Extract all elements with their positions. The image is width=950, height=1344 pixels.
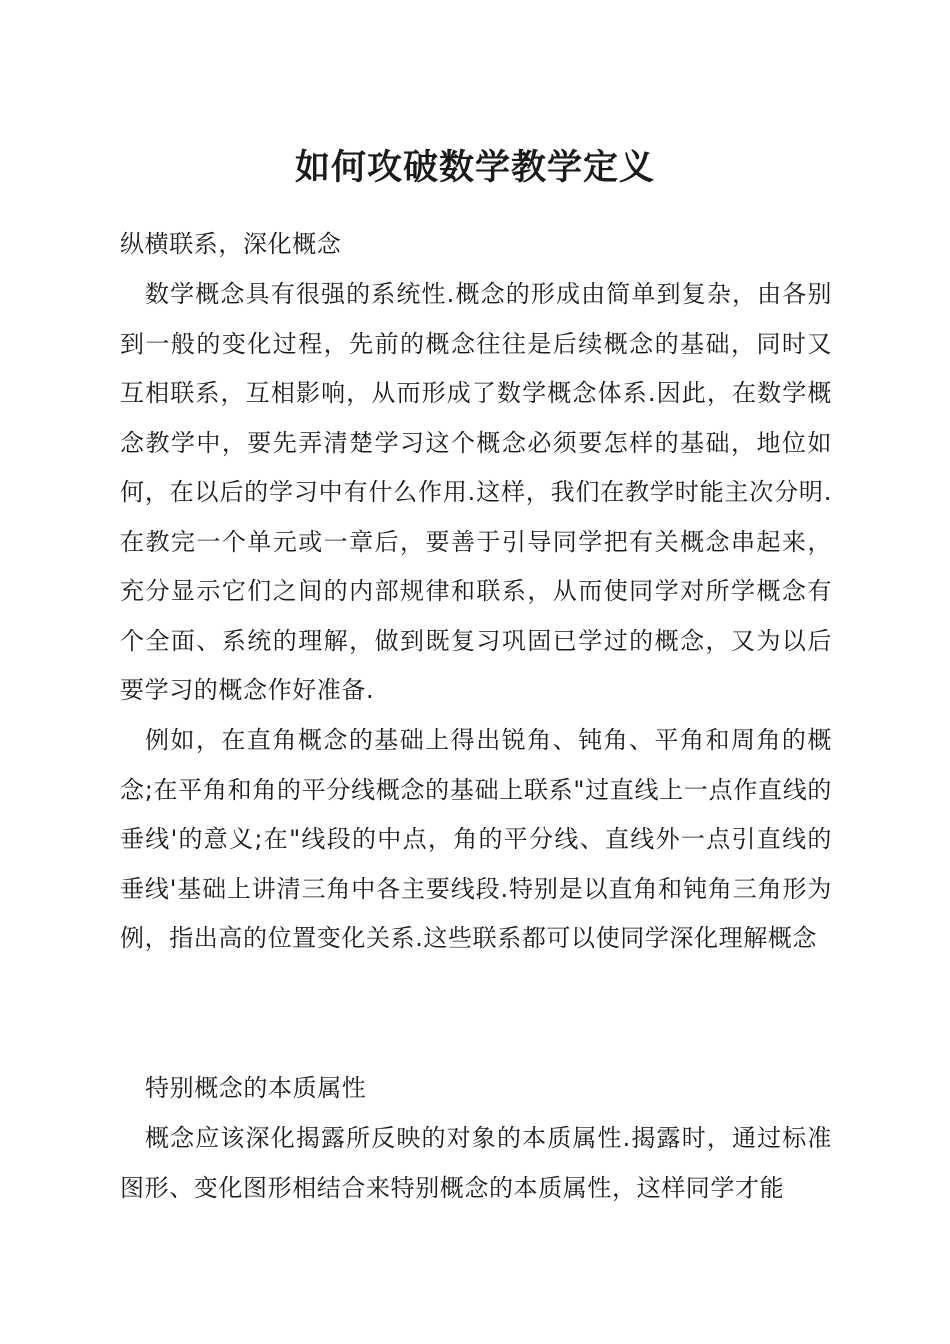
paragraph-2: 例如，在直角概念的基础上得出锐角、钝角、平角和周角的概念;在平角和角的平分线概念的基础上联系"过直线上一点作直线的垂线'的意义;在"线段的中点，角的平分线、直线外一点引直线的垂线'基础上讲清三角中各主要线段.特别是以直角和钝角三角形为例，指出高的位置变化关系.这些联系都可以使同学深化理解概念 (120, 726, 832, 952)
section-heading-1: 纵横联系，深化概念 (120, 230, 342, 258)
document-title: 如何攻破数学教学定义 (294, 147, 655, 188)
paragraph-1: 数学概念具有很强的系统性.概念的形成由简单到复杂，由各别到一般的变化过程，先前的概念往往是后续概念的基础，同时又互相联系，互相影响，从而形成了数学概念体系.因此，在数学概念教学中，要先弄清楚学习这个概念必须要怎样的基础，地位如何，在以后的学习中有什么作用.这样，我们在教学时能主次分明.在教完一个单元或一章后，要善于引导同学把有关概念串起来，充分显示它们之间的内部规律和联系，从而使同学对所学概念有个全面、系统的理解，做到既复习巩固已学过的概念，又为以后要学习的概念作好准备. (120, 280, 832, 704)
paragraph-3: 概念应该深化揭露所反映的对象的本质属性.揭露时，通过标准图形、变化图形相结合来特别概念的本质属性，这样同学才能 (120, 1124, 832, 1202)
section-heading-2: 特别概念的本质属性 (145, 1074, 367, 1102)
